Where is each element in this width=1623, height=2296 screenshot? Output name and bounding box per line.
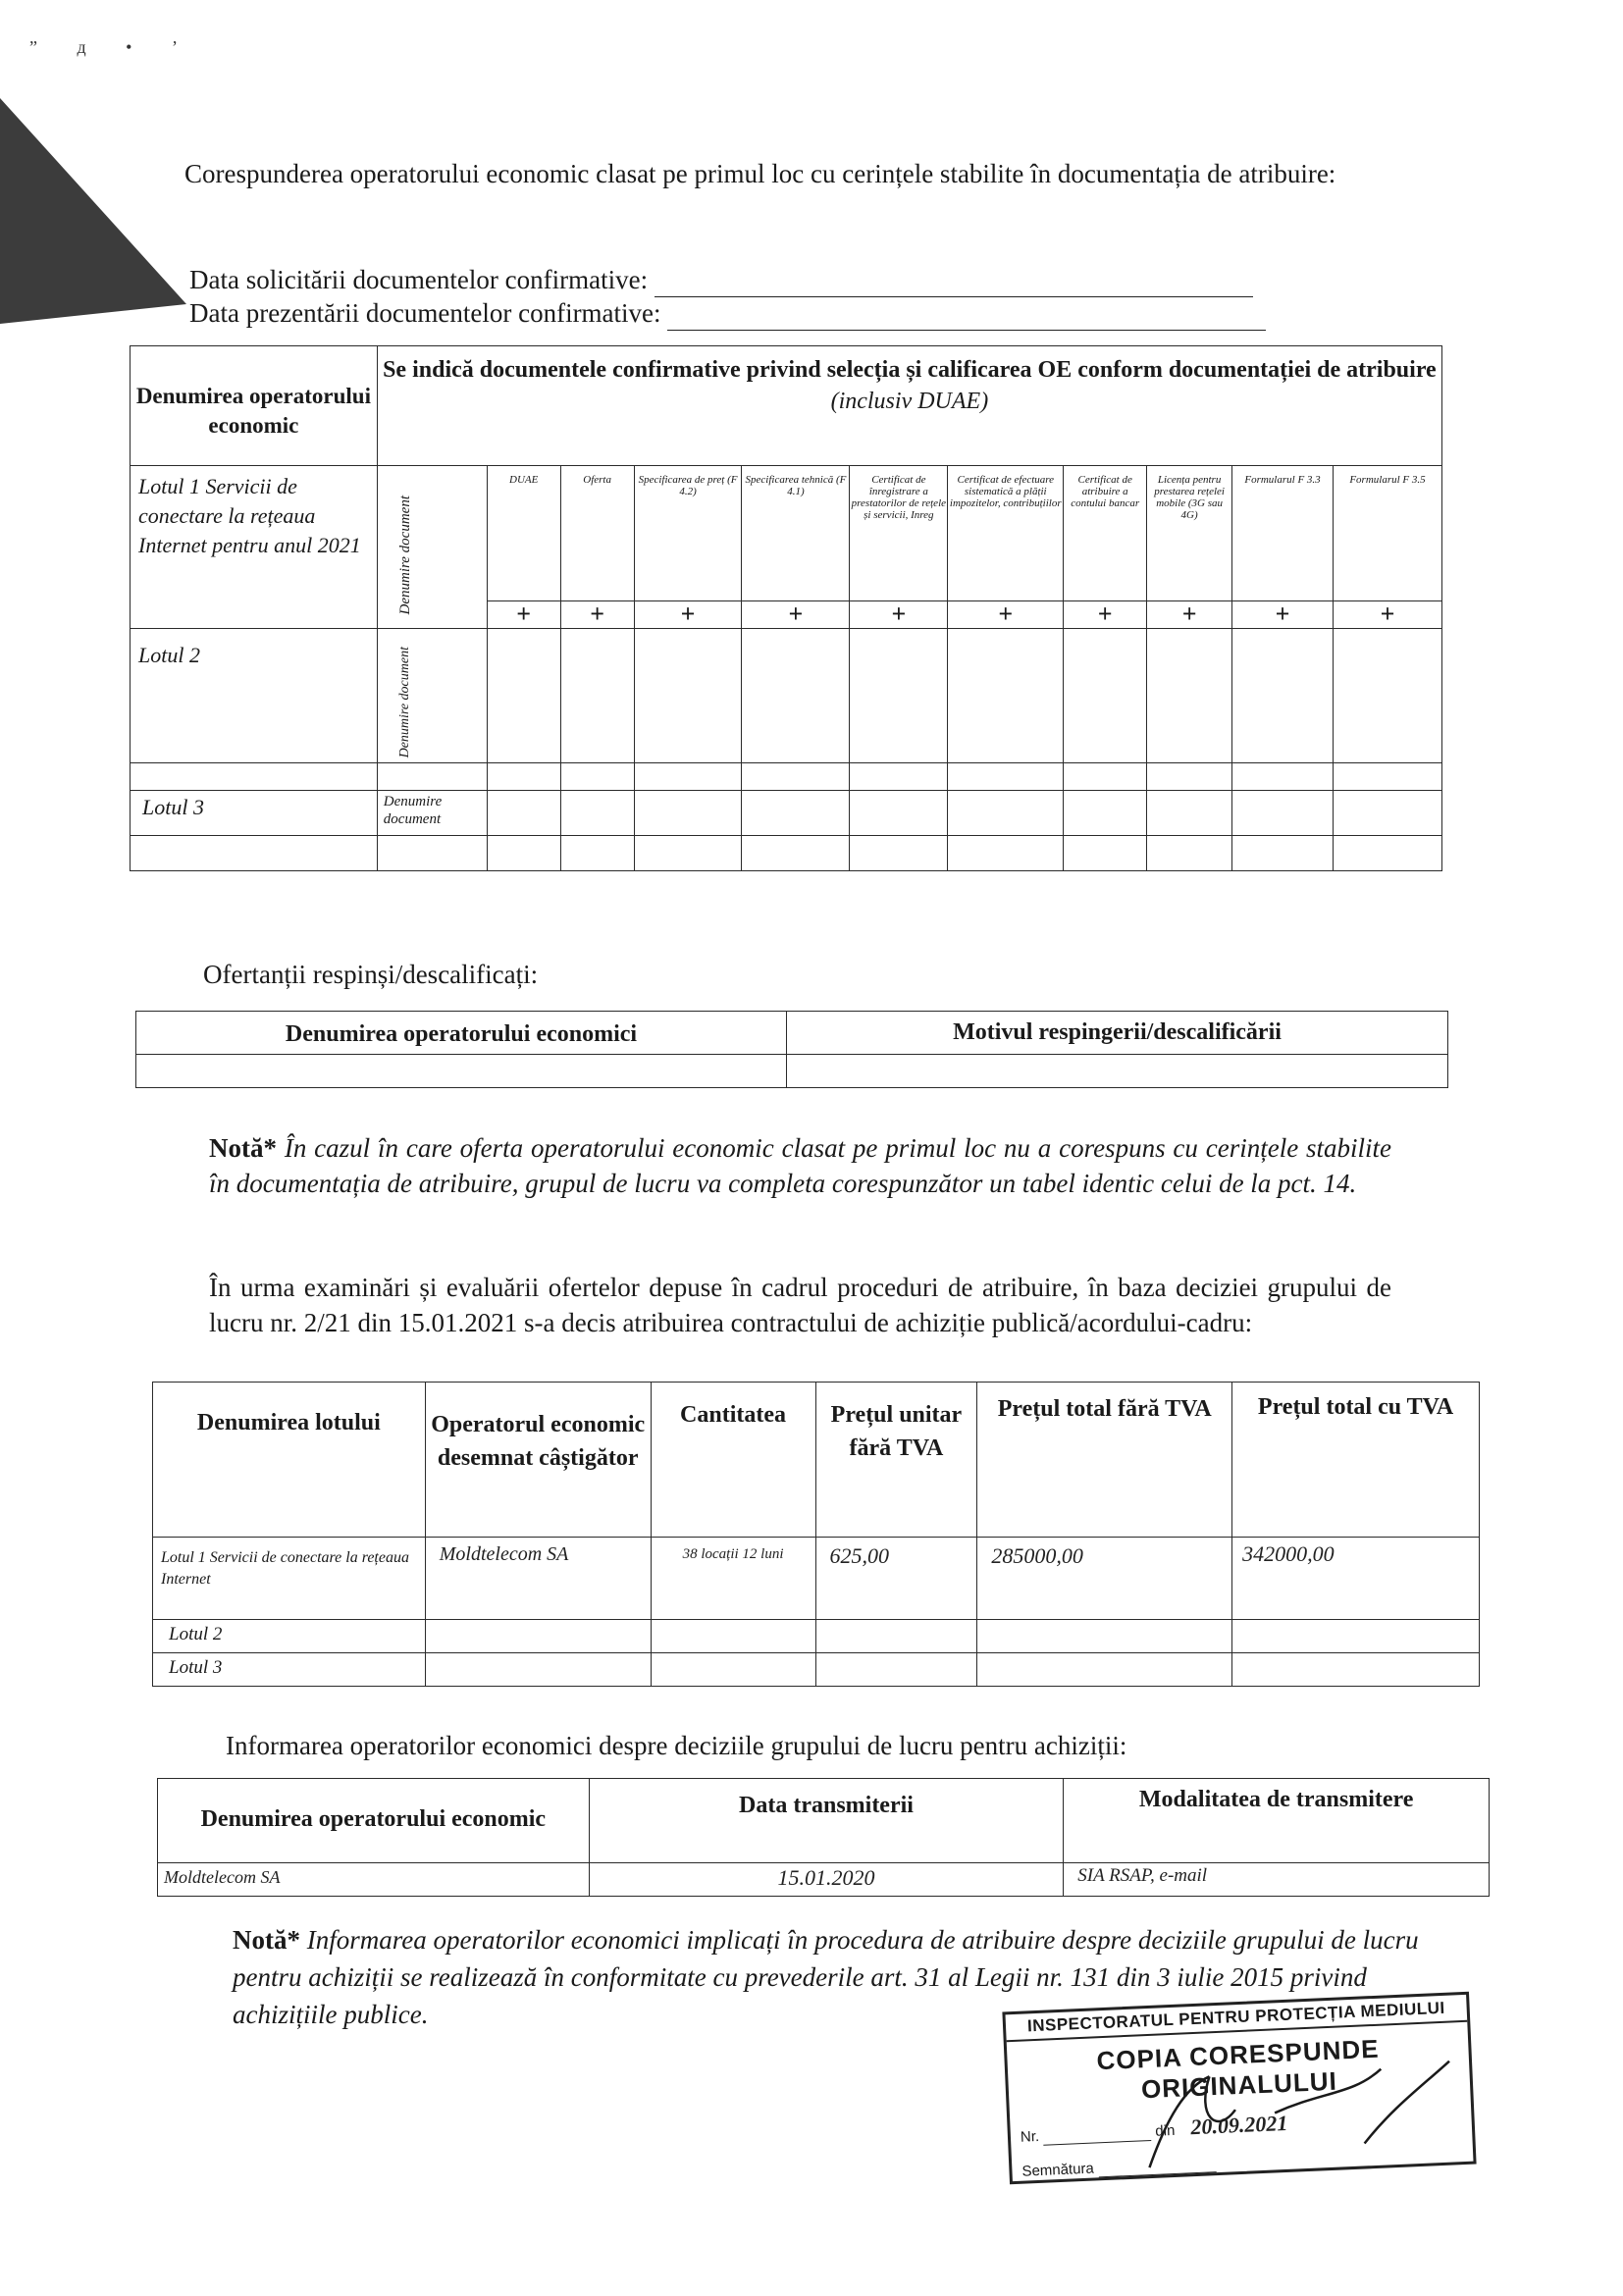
certification-stamp: [1002, 1992, 1476, 2185]
doc-col-spec-pret: Specificarea de preț (F 4.2): [634, 466, 742, 601]
lot2-name-cell: Lotul 2: [131, 629, 378, 763]
lot3-doc-label: Denumire document: [377, 791, 487, 836]
col-operator-header: Denumirea operatorului economic: [131, 346, 378, 466]
award-row3-lot: Lotul 3: [153, 1653, 426, 1687]
rejected-title: Ofertanții respinși/descalificați:: [203, 960, 539, 989]
rejected-table: [135, 1011, 1448, 1088]
award-row1-total: 285000,00: [977, 1538, 1232, 1620]
doc-col-certificat-impozite: Certificat de efectuare sistematică a plății impozitelor, contribuțiilor: [948, 466, 1064, 601]
note1-label: Notă*: [209, 1133, 277, 1163]
award-row1-operator: Moldtelecom SA: [425, 1538, 651, 1620]
note1: [209, 1130, 1391, 1201]
date-present-blank: [667, 296, 1266, 331]
rejected-col-operator: Denumirea operatorului economici: [136, 1012, 787, 1055]
doc-col-f35: Formularul F 3.5: [1333, 466, 1441, 601]
signature-scribble: [1126, 2046, 1464, 2178]
stamp-nr-label: Nr.: [1020, 2127, 1040, 2146]
award-table: [152, 1382, 1480, 1687]
doc-col-spec-tehnica: Specificarea tehnică (F 4.1): [742, 466, 850, 601]
award-row1-unit: 625,00: [815, 1538, 977, 1620]
scan-specks: ” д • ʼ: [29, 37, 195, 57]
note1-text: În cazul în care oferta operatorului economic clasat pe primul loc nu a corespuns cu cerințele stabilite în documentația de atribuire, grupul de lucru va completa corespunzător un tabel identic celui de la pct. 14.: [209, 1133, 1392, 1198]
plus-mark: +: [1064, 601, 1147, 629]
inform-col-operator: Denumirea operatorului economic: [158, 1779, 590, 1863]
inform-title: Informarea operatorilor economici despre deciziile grupului de lucru pentru achiziții:: [226, 1731, 1127, 1760]
award-col-qty: Cantitatea: [651, 1383, 815, 1538]
col-docs-header-bold: Se indică documentele confirmative privind selecția și calificarea OE conform documentației de atribuire: [383, 357, 1437, 383]
plus-mark: +: [560, 601, 634, 629]
inform-col-date: Data transmiterii: [589, 1779, 1064, 1863]
intro-text: Corespunderea operatorului economic clasat pe primul loc cu cerințele stabilite în documentația de atribuire:: [184, 159, 1336, 188]
award-col-operator: Operatorul economic desemnat câștigător: [425, 1383, 651, 1538]
award-col-total: Prețul total fără TVA: [977, 1383, 1232, 1538]
plus-mark: +: [1232, 601, 1334, 629]
stamp-title: COPIA CORESPUNDE ORIGINALULUI: [1095, 2033, 1381, 2105]
note2-label: Notă*: [233, 1925, 300, 1955]
award-row1-qty: 38 locații 12 luni: [651, 1538, 815, 1620]
stamp-din-value: 20.09.2021: [1189, 2110, 1288, 2140]
doc-col-licenta: Licența pentru prestarea rețelei mobile (3G sau 4G): [1147, 466, 1232, 601]
date-request-blank: [654, 263, 1253, 297]
plus-mark: +: [742, 601, 850, 629]
doc-col-f33: Formularul F 3.3: [1232, 466, 1334, 601]
lot2-doc-label-cell: [377, 629, 487, 763]
date-present-row: [189, 296, 1266, 331]
award-row2-lot: Lotul 2: [153, 1620, 426, 1653]
doc-col-certificat-cont: Certificat de atribuire a contului bancar: [1064, 466, 1147, 601]
selection-table: [130, 345, 1442, 871]
stamp-din-label: din: [1154, 2121, 1176, 2140]
lot1-doc-label-cell: [377, 466, 487, 629]
lot1-name-cell: Lotul 1 Servicii de conectare la rețeaua Internet pentru anul 2021: [131, 466, 378, 629]
doc-col-oferta: Oferta: [560, 466, 634, 601]
award-col-total-vat: Prețul total cu TVA: [1232, 1383, 1480, 1538]
date-request-label: Data solicitării documentelor confirmative:: [189, 265, 649, 294]
plus-mark: +: [948, 601, 1064, 629]
award-row1-total-vat: 342000,00: [1232, 1538, 1480, 1620]
plus-mark: +: [1147, 601, 1232, 629]
col-docs-header-italic: (inclusiv DUAE): [830, 389, 989, 414]
inform-col-mode: Modalitatea de transmitere: [1064, 1779, 1490, 1863]
rejected-col-reason: Motivul respingerii/descalificării: [787, 1012, 1448, 1055]
plus-mark: +: [487, 601, 560, 629]
plus-mark: +: [634, 601, 742, 629]
date-request-row: [189, 263, 1253, 297]
inform-row-mode: SIA RSAP, e-mail: [1064, 1863, 1490, 1897]
award-row1-lot: Lotul 1 Servicii de conectare la rețeaua Internet: [153, 1538, 426, 1620]
plus-mark: +: [1333, 601, 1441, 629]
award-col-unit-price: Prețul unitar fără TVA: [815, 1383, 977, 1538]
inform-row-operator: Moldtelecom SA: [158, 1863, 590, 1897]
decision-text: În urma examinări și evaluării ofertelor depuse în cadrul proceduri de atribuire, în baza deciziei grupului de lucru nr. 2/21 din 15.01.2021 s-a decis atribuirea contractului de achiziție publică/acordului-cadru:: [209, 1273, 1391, 1337]
doc-col-duae: DUAE: [487, 466, 560, 601]
award-col-lot: Denumirea lotului: [153, 1383, 426, 1538]
stamp-sign-label: Semnătura: [1021, 2160, 1095, 2180]
lot2-doc-label: Denumire document: [396, 647, 412, 758]
note2-text: Informarea operatorilor economici implicați în procedura de atribuire despre deciziile grupului de lucru pentru achiziții se realizează în conformitate cu prevederile art. 31 al Legii nr. 131 din 3 iulie 2015 privind achizițiile publice.: [233, 1925, 1419, 2029]
doc-col-certificat-inreg: Certificat de înregistrare a prestatorilor de rețele și servicii, Inreg: [850, 466, 948, 601]
stamp-authority: INSPECTORATUL PENTRU PROTECȚIA MEDIULUI: [1006, 1995, 1468, 2042]
inform-row-date: 15.01.2020: [589, 1863, 1064, 1897]
lot1-doc-label: Denumire document: [396, 496, 413, 615]
date-present-label: Data prezentării documentelor confirmative:: [189, 298, 661, 328]
inform-table: [157, 1778, 1490, 1897]
col-docs-header: [377, 346, 1441, 466]
plus-mark: +: [850, 601, 948, 629]
lot3-name-cell: Lotul 3: [131, 791, 378, 836]
scan-corner-shadow: [0, 78, 186, 324]
